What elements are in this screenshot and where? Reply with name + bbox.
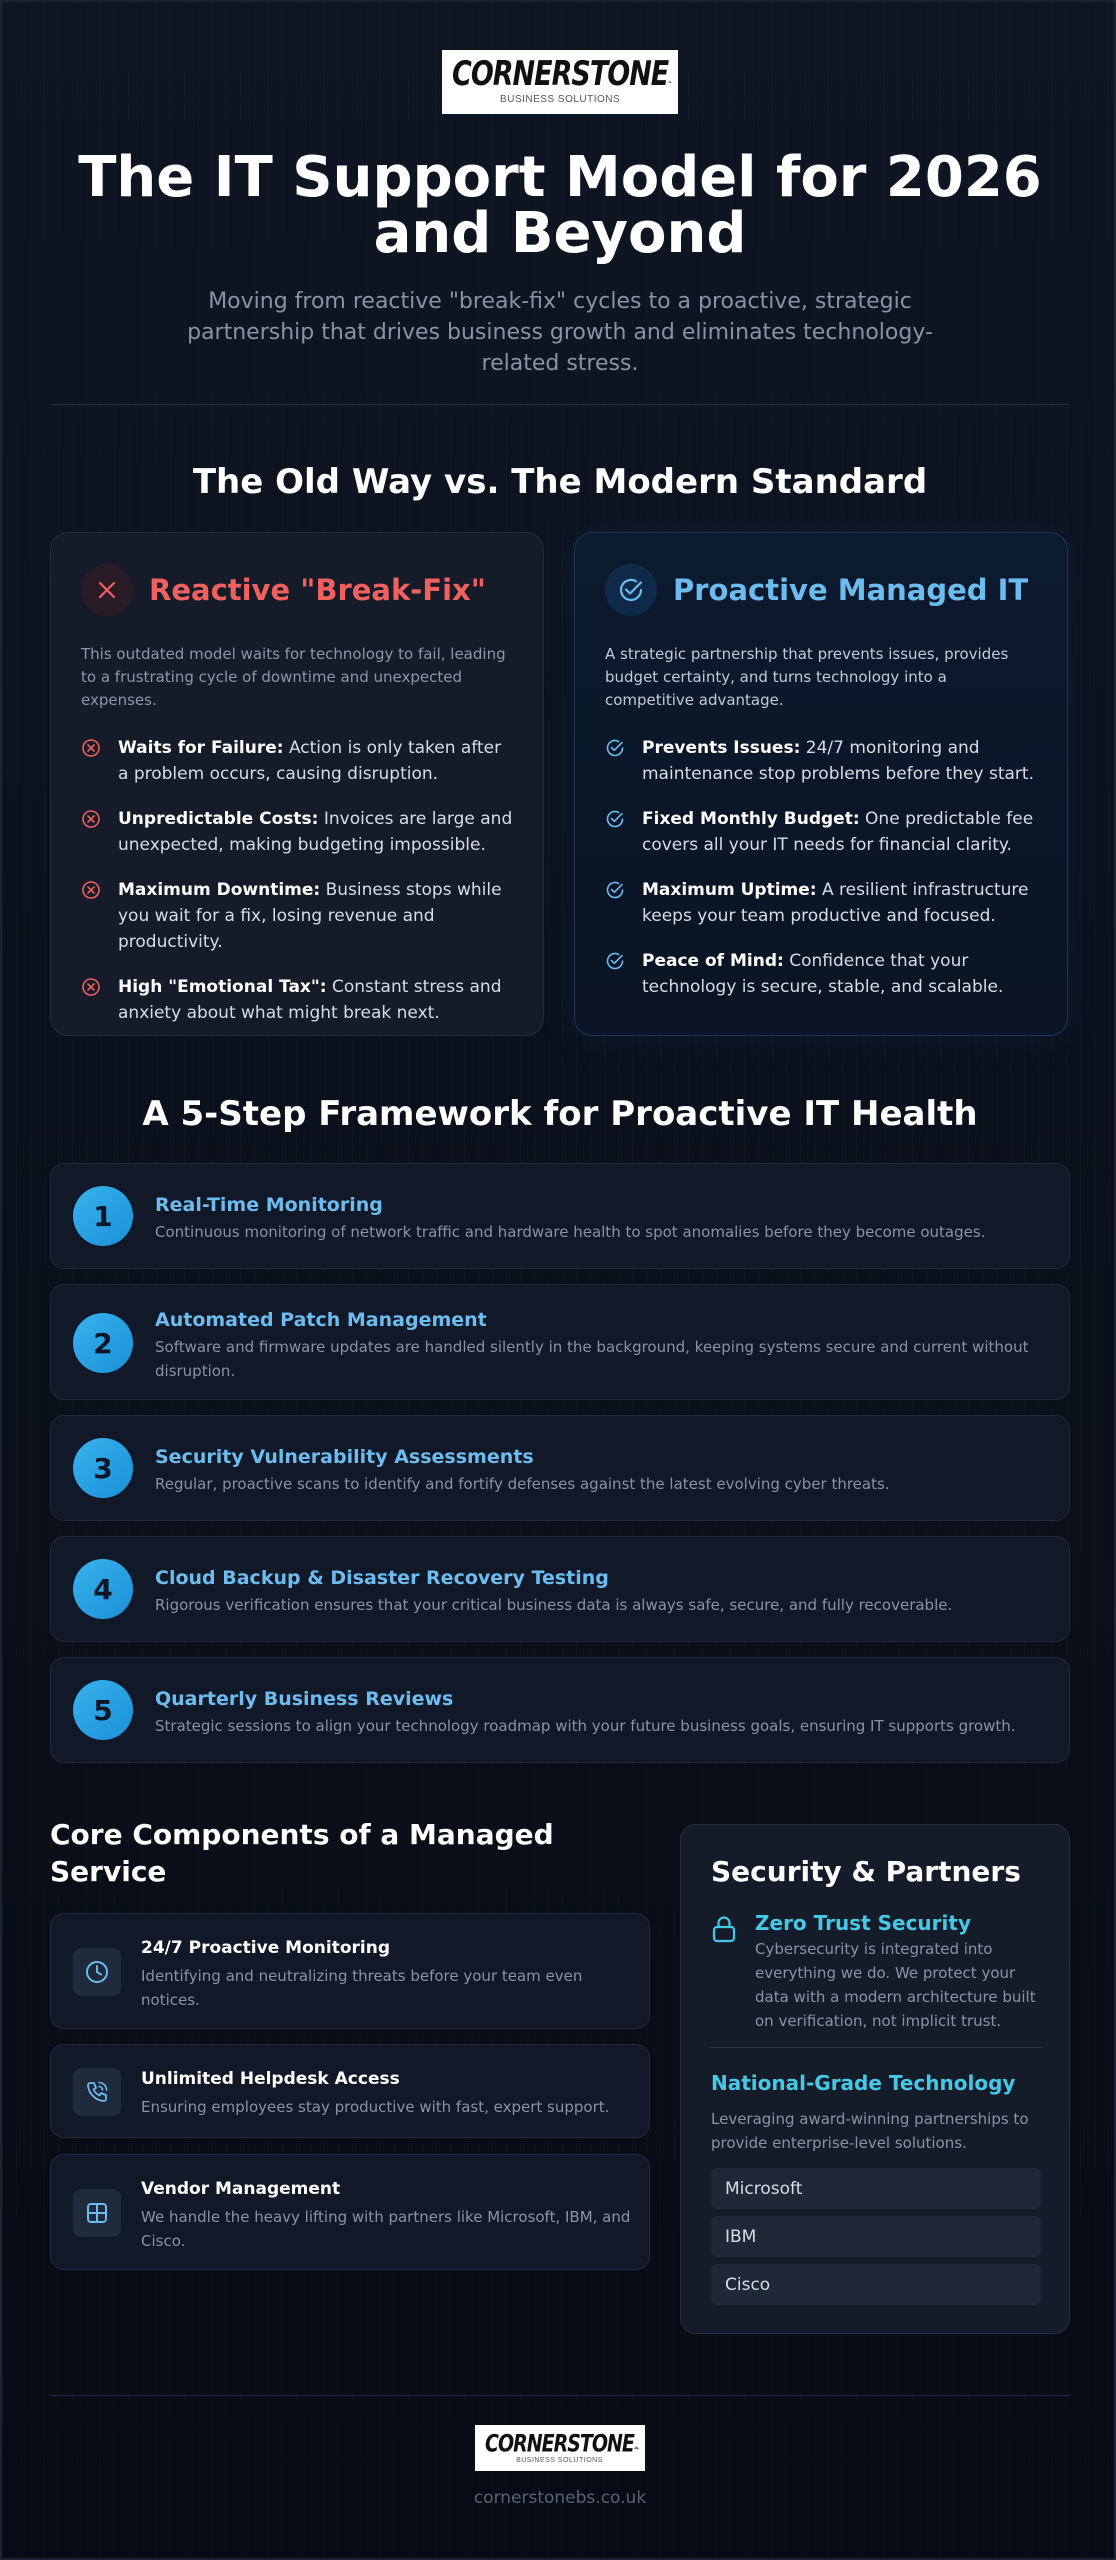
- step-number: 4: [73, 1559, 133, 1619]
- security-title: Security & Partners: [711, 1855, 1021, 1888]
- reactive-card: [50, 532, 544, 1036]
- step-description: Continuous monitoring of network traffic and hardware health to spot anomalies before they become outages.: [155, 1223, 986, 1241]
- x-circle-icon: [81, 977, 101, 997]
- reactive-list: [81, 735, 513, 1026]
- footer-divider: [50, 2395, 1070, 2396]
- reactive-card-description: This outdated model waits for technology to fail, leading to a frustrating cycle of downtime and unexpected expenses.: [81, 645, 506, 709]
- framework-step: [50, 1284, 1070, 1400]
- check-circle-icon: [605, 564, 657, 616]
- framework-step: [50, 1163, 1070, 1269]
- partner-cisco: Cisco: [711, 2264, 1041, 2305]
- zero-trust-title: Zero Trust Security: [755, 1911, 971, 1935]
- step-description: Regular, proactive scans to identify and fortify defenses against the latest evolving cyber threats.: [155, 1475, 890, 1493]
- framework-title: A 5-Step Framework for Proactive IT Health: [142, 1094, 978, 1134]
- step-title: Security Vulnerability Assessments: [155, 1446, 534, 1468]
- framework-step: [50, 1536, 1070, 1642]
- cubes-logo-icon: [668, 52, 672, 112]
- logo-tagline: BUSINESS SOLUTIONS: [500, 94, 621, 105]
- page-title: The IT Support Model for 2026 and Beyond: [78, 145, 1042, 266]
- step-title: Real-Time Monitoring: [155, 1194, 383, 1216]
- x-circle-icon: [81, 809, 101, 829]
- step-number: 1: [73, 1186, 133, 1246]
- x-circle-icon: [81, 880, 101, 900]
- proactive-list: [605, 735, 1037, 1000]
- logo-wordmark: CORNERSTONE: [452, 55, 669, 94]
- clock-icon: [73, 1948, 121, 1996]
- partner-microsoft: Microsoft: [711, 2168, 1041, 2209]
- zero-trust-description: Cybersecurity is integrated into everything we do. We protect your data with a modern architecture built on verification, not implicit trust.: [755, 1940, 1036, 2030]
- national-grade-description: Leveraging award-winning partnerships to provide enterprise-level solutions.: [711, 2110, 1029, 2152]
- framework-step: [50, 1415, 1070, 1521]
- component-description: We handle the heavy lifting with partners like Microsoft, IBM, and Cisco.: [141, 2208, 631, 2250]
- footer-website-link[interactable]: cornerstonebs.co.uk: [473, 2488, 647, 2508]
- cubes-logo-icon: [634, 2428, 639, 2468]
- x-circle-icon: [81, 738, 101, 758]
- list-item: Waits for Failure: Action is only taken after a problem occurs, causing disruption.: [81, 735, 513, 787]
- list-item: Maximum Uptime: A resilient infrastructure keeps your team productive and focused.: [605, 877, 1037, 929]
- lock-icon: [711, 1915, 737, 1943]
- national-grade-title: National-Grade Technology: [711, 2071, 1016, 2095]
- component-title: 24/7 Proactive Monitoring: [141, 1938, 390, 1958]
- core-components-title: Core Components of a Managed Service: [50, 1818, 554, 1888]
- security-divider: [711, 2047, 1041, 2048]
- step-number: 5: [73, 1680, 133, 1740]
- component-description: Ensuring employees stay productive with fast, expert support.: [141, 2098, 610, 2116]
- list-item: Fixed Monthly Budget: One predictable fee covers all your IT needs for financial clarity.: [605, 806, 1037, 858]
- footer-logo: [475, 2425, 645, 2471]
- list-item: Prevents Issues: 24/7 monitoring and maintenance stop problems before they start.: [605, 735, 1037, 787]
- check-circle-icon: [605, 880, 625, 900]
- step-description: Strategic sessions to align your technology roadmap with your future business goals, ensuring IT supports growth.: [155, 1717, 1016, 1735]
- component-card: [50, 2044, 650, 2138]
- logo-tagline: BUSINESS SOLUTIONS: [516, 2456, 603, 2464]
- step-number: 3: [73, 1438, 133, 1498]
- x-icon: [81, 564, 133, 616]
- brand-logo: [442, 50, 678, 114]
- step-number: 2: [73, 1313, 133, 1373]
- step-title: Automated Patch Management: [155, 1309, 487, 1331]
- component-title: Unlimited Helpdesk Access: [141, 2069, 400, 2089]
- step-description: Software and firmware updates are handled silently in the background, keeping systems secure and current without disruption.: [155, 1338, 1029, 1380]
- step-title: Cloud Backup & Disaster Recovery Testing: [155, 1567, 609, 1589]
- phone-icon: [73, 2068, 121, 2116]
- reactive-card-title: Reactive "Break-Fix": [149, 573, 486, 607]
- step-title: Quarterly Business Reviews: [155, 1688, 454, 1710]
- list-item: Maximum Downtime: Business stops while you wait for a fix, losing revenue and productivity.: [81, 877, 513, 955]
- security-partners-card: [680, 1824, 1070, 2334]
- check-circle-icon: [605, 951, 625, 971]
- grid-icon: [73, 2189, 121, 2237]
- proactive-card: [574, 532, 1068, 1036]
- list-item: Unpredictable Costs: Invoices are large and unexpected, making budgeting impossible.: [81, 806, 513, 858]
- component-card: [50, 1913, 650, 2029]
- header-divider: [50, 404, 1070, 405]
- proactive-card-title: Proactive Managed IT: [673, 573, 1029, 607]
- proactive-card-description: A strategic partnership that prevents issues, provides budget certainty, and turns technology into a competitive advantage.: [605, 645, 1009, 709]
- component-description: Identifying and neutralizing threats before your team even notices.: [141, 1967, 583, 2009]
- partner-ibm: IBM: [711, 2216, 1041, 2257]
- page-subtitle: Moving from reactive "break-fix" cycles to a proactive, strategic partnership that drives business growth and eliminates technology-related stress.: [187, 289, 933, 376]
- list-item: High "Emotional Tax": Constant stress and anxiety about what might break next.: [81, 974, 513, 1026]
- step-description: Rigorous verification ensures that your critical business data is always safe, secure, and fully recoverable.: [155, 1596, 953, 1614]
- check-circle-icon: [605, 809, 625, 829]
- comparison-title: The Old Way vs. The Modern Standard: [192, 462, 928, 502]
- list-item: Peace of Mind: Confidence that your technology is secure, stable, and scalable.: [605, 948, 1037, 1000]
- component-card: [50, 2154, 650, 2270]
- framework-step: [50, 1657, 1070, 1763]
- logo-wordmark: CORNERSTONE: [485, 2429, 634, 2458]
- check-circle-icon: [605, 738, 625, 758]
- component-title: Vendor Management: [141, 2179, 341, 2199]
